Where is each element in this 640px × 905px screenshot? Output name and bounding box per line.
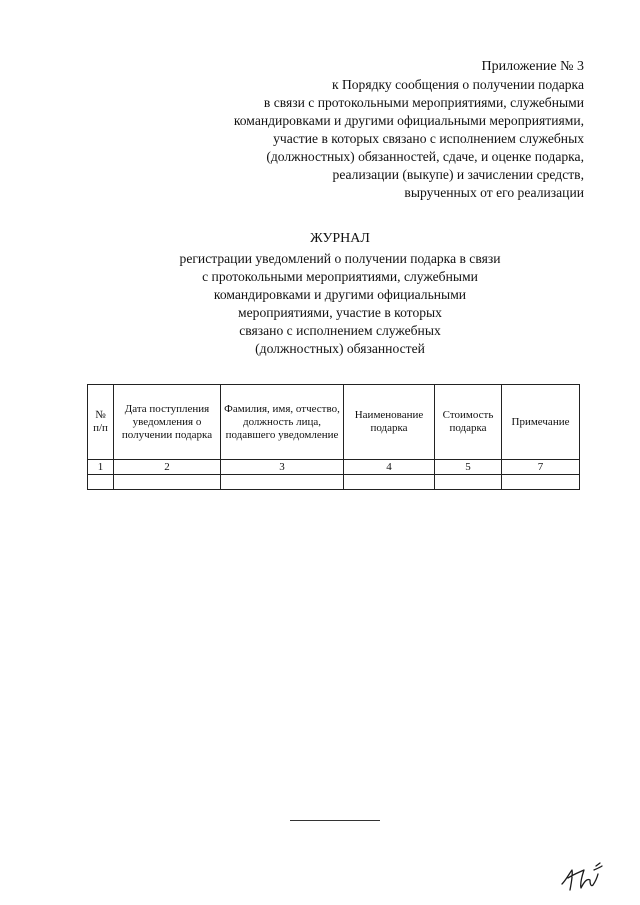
journal-heading [80, 230, 600, 358]
empty-cell [88, 475, 114, 490]
appendix-line: (должностных) обязанностей, сдаче, и оценке подарка, [266, 149, 584, 164]
appendix-line: командировками и другими официальными мероприятиями, [233, 113, 584, 128]
header-date: Дата поступления уведомления о получении подарка [114, 385, 221, 460]
column-number-cell: 4 [344, 460, 435, 475]
empty-cell [344, 475, 435, 490]
column-number-cell: 7 [502, 460, 580, 475]
table-row [88, 460, 580, 475]
handwritten-signature [560, 860, 604, 894]
empty-cell [435, 475, 502, 490]
header-gift-name: Наименование подарка [344, 385, 435, 460]
column-number-cell: 3 [221, 460, 344, 475]
journal-subtitle-line: с протокольными мероприятиями, служебными [202, 269, 478, 284]
appendix-title: Приложение № 3 [481, 59, 584, 74]
journal-subtitle-line: связано с исполнением служебных [239, 323, 441, 338]
empty-cell [114, 475, 221, 490]
journal-subtitle-line: командировками и другими официальными [213, 287, 467, 302]
empty-cell [221, 475, 344, 490]
table-header-row [88, 385, 580, 460]
column-number-cell: 5 [435, 460, 502, 475]
appendix-line: к Порядку сообщения о получении подарка [331, 77, 584, 92]
journal-subtitle-line: мероприятиями, участие в которых [238, 305, 442, 320]
appendix-line: реализации (выкупе) и зачислении средств, [332, 167, 584, 182]
column-number-cell: 1 [88, 460, 114, 475]
table-row [88, 475, 580, 490]
empty-cell [502, 475, 580, 490]
appendix-line: участие в которых связано с исполнением служебных [273, 131, 584, 146]
header-person: Фамилия, имя, отчество, должность лица, подавшего уведомление [221, 385, 344, 460]
journal-title: ЖУРНАЛ [310, 231, 370, 246]
appendix-line: вырученных от его реализации [404, 185, 584, 200]
header-number: № п/п [88, 385, 114, 460]
appendix-line: в связи с протокольными мероприятиями, служебными [263, 95, 584, 110]
header-note: Примечание [502, 385, 580, 460]
appendix-block [234, 58, 584, 202]
journal-subtitle-line: (должностных) обязанностей [255, 341, 425, 356]
registration-table [87, 384, 580, 490]
column-number-cell: 2 [114, 460, 221, 475]
header-cost: Стоимость подарка [435, 385, 502, 460]
bottom-separator-line [290, 820, 380, 821]
journal-subtitle-line: регистрации уведомлений о получении подарка в связи [179, 251, 501, 266]
